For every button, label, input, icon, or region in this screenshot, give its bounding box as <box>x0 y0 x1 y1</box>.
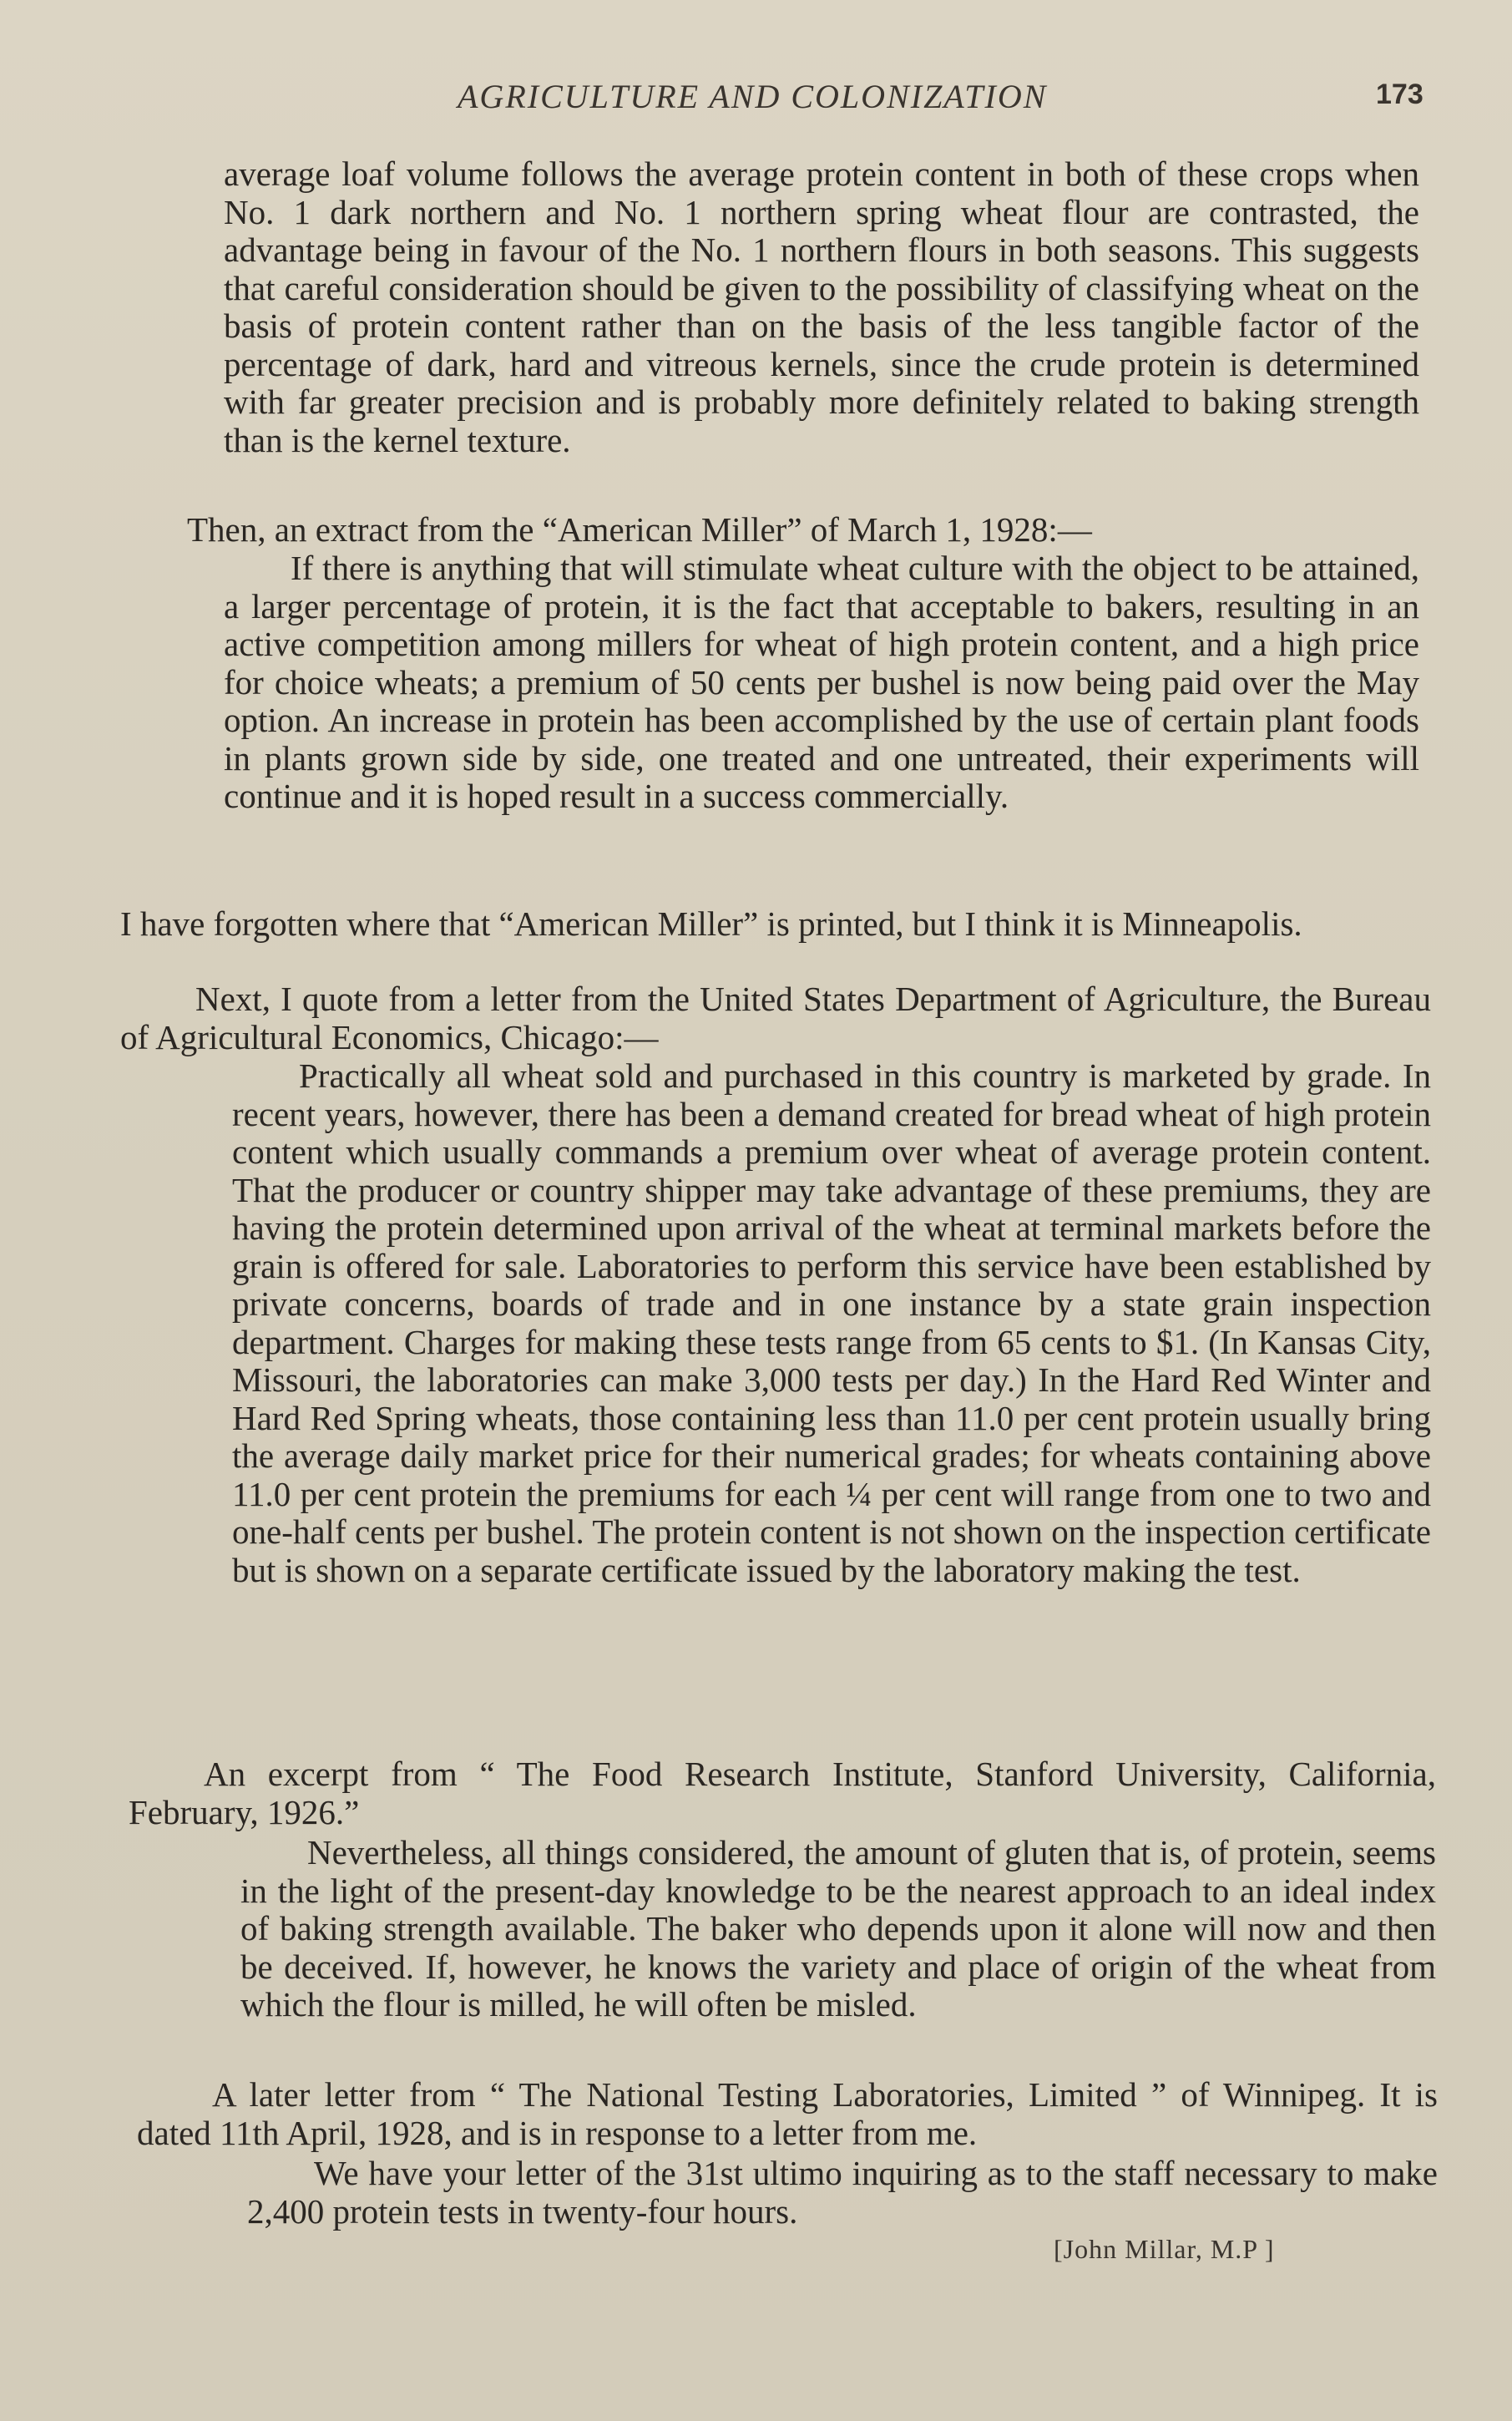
paragraph-6: Practically all wheat sold and purchased in this country is marketed by grade. In recent years, however, there has been a demand created for bread wheat of high protein content which usually commands a premium over wheat of average protein content. That the producer or country shipper may take advantage of these premiums, they are having the protein determined upon arrival of the wheat at terminal markets before the grain is offered for sale. Laboratories to perform this service have been established by private concerns, boards of trade and in one instance by a state grain inspection department. Charges for making these tests range from 65 cents to $1. (In Kansas City, Missouri, the laboratories can make 3,000 tests per day.) In the Hard Red Winter and Hard Red Spring wheats, those containing less than 11.0 per cent protein usually bring the average daily market price for their numerical grades; for wheats containing above 11.0 per cent protein the premiums for each ¼ per cent will range from one to two and one-half cents per bushel. The protein content is not shown on the inspection certificate but is shown on a separate certificate issued by the laboratory making the test. <box>232 1056 1431 1589</box>
paragraph-4: I have forgotten where that “American Miller” is printed, but I think it is Minneapolis. <box>120 904 1302 943</box>
quote-block-3 <box>224 550 1419 816</box>
quote-block-8 <box>240 1834 1436 2024</box>
signature-line: [John Millar, M.P ] <box>1054 2234 1275 2264</box>
paragraph-8: Nevertheless, all things considered, the amount of gluten that is, of protein, seems in the light of the present-day knowledge to be the nearest approach to an ideal index of baking strength available. The baker who depends upon it alone will now and then be deceived. If, however, he knows the variety and place of origin of the wheat from which the flour is milled, he will often be misled. <box>240 1833 1436 2023</box>
paragraph-block-4 <box>120 905 1431 944</box>
paragraph-5: Next, I quote from a letter from the United States Department of Agriculture, the Bureau of Agricultural Economics, Chicago:— <box>120 980 1431 1056</box>
paragraph-block-5 <box>120 980 1431 1056</box>
quote-block-6 <box>232 1057 1431 1589</box>
quote-block-10 <box>247 2155 1438 2231</box>
paragraph-10: We have your letter of the 31st ultimo inquiring as to the staff necessary to make 2,400 protein tests in twenty-four hours. <box>247 2154 1438 2231</box>
paragraph-block-2 <box>187 511 1419 550</box>
page-header <box>0 77 1512 127</box>
paragraph-7: An excerpt from “ The Food Research Institute, Stanford University, California, February, 1926.” <box>129 1755 1436 1831</box>
running-head: AGRICULTURE AND COLONIZATION <box>458 78 1048 115</box>
quote-block-1 <box>224 155 1419 459</box>
paragraph-block-7 <box>129 1755 1436 1831</box>
paragraph-9: A later letter from “ The National Testing Laboratories, Limited ” of Winnipeg. It is dated 11th April, 1928, and is in response to a letter from me. <box>137 2075 1438 2152</box>
paragraph-2: Then, an extract from the “American Miller” of March 1, 1928:— <box>187 510 1092 549</box>
paragraph-3: If there is anything that will stimulate wheat culture with the object to be attained, a larger percentage of protein, it is the fact that acceptable to bakers, resulting in an active competition among millers for wheat of high protein content, and a high price for choice wheats; a premium of 50 cents per bushel is now being paid over the May option. An increase in protein has been accomplished by the use of certain plant foods in plants grown side by side, one treated and one untreated, their experiments will continue and it is hoped result in a success commercially. <box>224 549 1419 815</box>
page-number: 173 <box>1376 79 1424 110</box>
paragraph-block-9 <box>137 2076 1438 2152</box>
paragraph-1: average loaf volume follows the average protein content in both of these crops when No. 1 dark northern and No. 1 northern spring wheat flour are contrasted, the advantage being in favour of the No. 1 northern flours in both seasons. This suggests that careful consideration should be given to the possibility of classifying wheat on the basis of protein content rather than on the basis of the less tangible factor of the percentage of dark, hard and vitreous kernels, since the crude protein is determined with far greater precision and is probably more definitely related to baking strength than is the kernel texture. <box>224 154 1419 459</box>
